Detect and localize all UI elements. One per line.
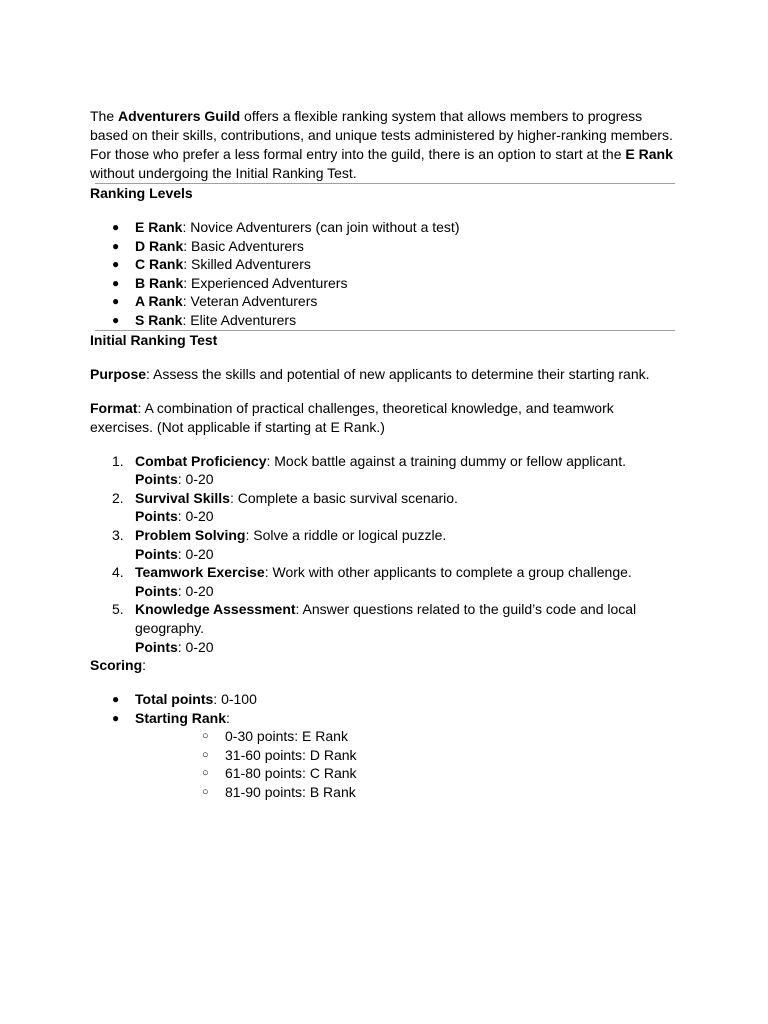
intro-rank: E Rank	[625, 146, 673, 162]
step-number: 3.	[112, 526, 124, 543]
guild-name: Adventurers Guild	[118, 108, 241, 124]
intro-paragraph	[90, 107, 680, 183]
intro-mid: offers a flexible ranking system that allows members to progress based on their skills, contributions, and unique tests administered by higher-ranking members. For those who prefer a less formal entry into the guild, there is an option to start at the	[90, 108, 673, 162]
list-item: ● C Rank: Skilled Adventurers	[112, 256, 311, 273]
step-number: 2.	[112, 489, 124, 506]
list-item: 5. Knowledge Assessment: Answer questions related to the guild’s code and local geography. Points: 0-20	[112, 601, 637, 655]
purpose-paragraph: Purpose: Assess the skills and potential of new applicants to determine their starting rank.	[90, 365, 650, 382]
circle-bullet-icon: ○	[202, 730, 209, 743]
bullet-icon: ●	[112, 294, 120, 309]
list-item: ● B Rank: Experienced Adventurers	[112, 274, 348, 291]
ranking-levels-list	[90, 218, 680, 330]
list-item: 3. Problem Solving: Solve a riddle or logical puzzle. Points: 0-20	[112, 526, 447, 562]
intro-post: without undergoing the Initial Ranking Test.	[90, 165, 357, 181]
initial-test-heading: Initial Ranking Test	[90, 331, 218, 348]
list-item: ● E Rank: Novice Adventurers (can join without a test)	[112, 219, 460, 235]
step-number: 4.	[112, 564, 124, 581]
list-item: 1. Combat Proficiency: Mock battle against a training dummy or fellow applicant. Points: 0-20	[112, 452, 626, 488]
bullet-icon: ●	[112, 692, 120, 707]
list-item: ○ 0-30 points: E Rank	[202, 728, 348, 745]
list-item: ○ 31-60 points: D Rank	[202, 746, 357, 763]
list-item: ○ 81-90 points: B Rank	[202, 784, 356, 801]
starting-rank-list	[135, 727, 680, 801]
list-item: ● Total points: 0-100	[112, 691, 257, 708]
step-number: 5.	[112, 601, 124, 618]
list-item: 2. Survival Skills: Complete a basic survival scenario. Points: 0-20	[112, 489, 458, 525]
format-paragraph: Format: A combination of practical challenges, theoretical knowledge, and teamwork exercises. (Not applicable if starting at E Rank.)	[90, 399, 614, 435]
list-item: ● Starting Rank: ○ 0-30 points: E Rank ○ 31-60 points: D Rank ○ 61-80 points: C Rank ○ 81-90 points: B Rank	[90, 709, 680, 802]
bullet-icon: ●	[112, 710, 120, 725]
bullet-icon: ●	[112, 275, 120, 290]
list-item: 4. Teamwork Exercise: Work with other applicants to complete a group challenge. Points: 0-20	[112, 564, 632, 599]
circle-bullet-icon: ○	[202, 748, 209, 761]
bullet-icon: ●	[112, 238, 120, 253]
bullet-icon: ●	[112, 220, 120, 234]
list-item: ○ 61-80 points: C Rank	[202, 765, 357, 782]
circle-bullet-icon: ○	[202, 767, 209, 780]
step-number: 1.	[112, 452, 124, 469]
intro-pre: The	[90, 108, 119, 124]
list-item: ● D Rank: Basic Adventurers	[112, 237, 304, 254]
list-item: ● S Rank: Elite Adventurers	[112, 311, 297, 328]
document-page	[90, 107, 680, 802]
list-item: ● A Rank: Veteran Adventurers	[112, 293, 318, 310]
scoring-heading: Scoring:	[90, 657, 147, 674]
ranking-levels-heading: Ranking Levels	[90, 185, 193, 201]
bullet-icon: ●	[112, 257, 120, 272]
scoring-list	[90, 690, 680, 802]
bullet-icon: ●	[112, 312, 120, 327]
test-steps-list	[90, 452, 680, 657]
circle-bullet-icon: ○	[202, 786, 209, 799]
